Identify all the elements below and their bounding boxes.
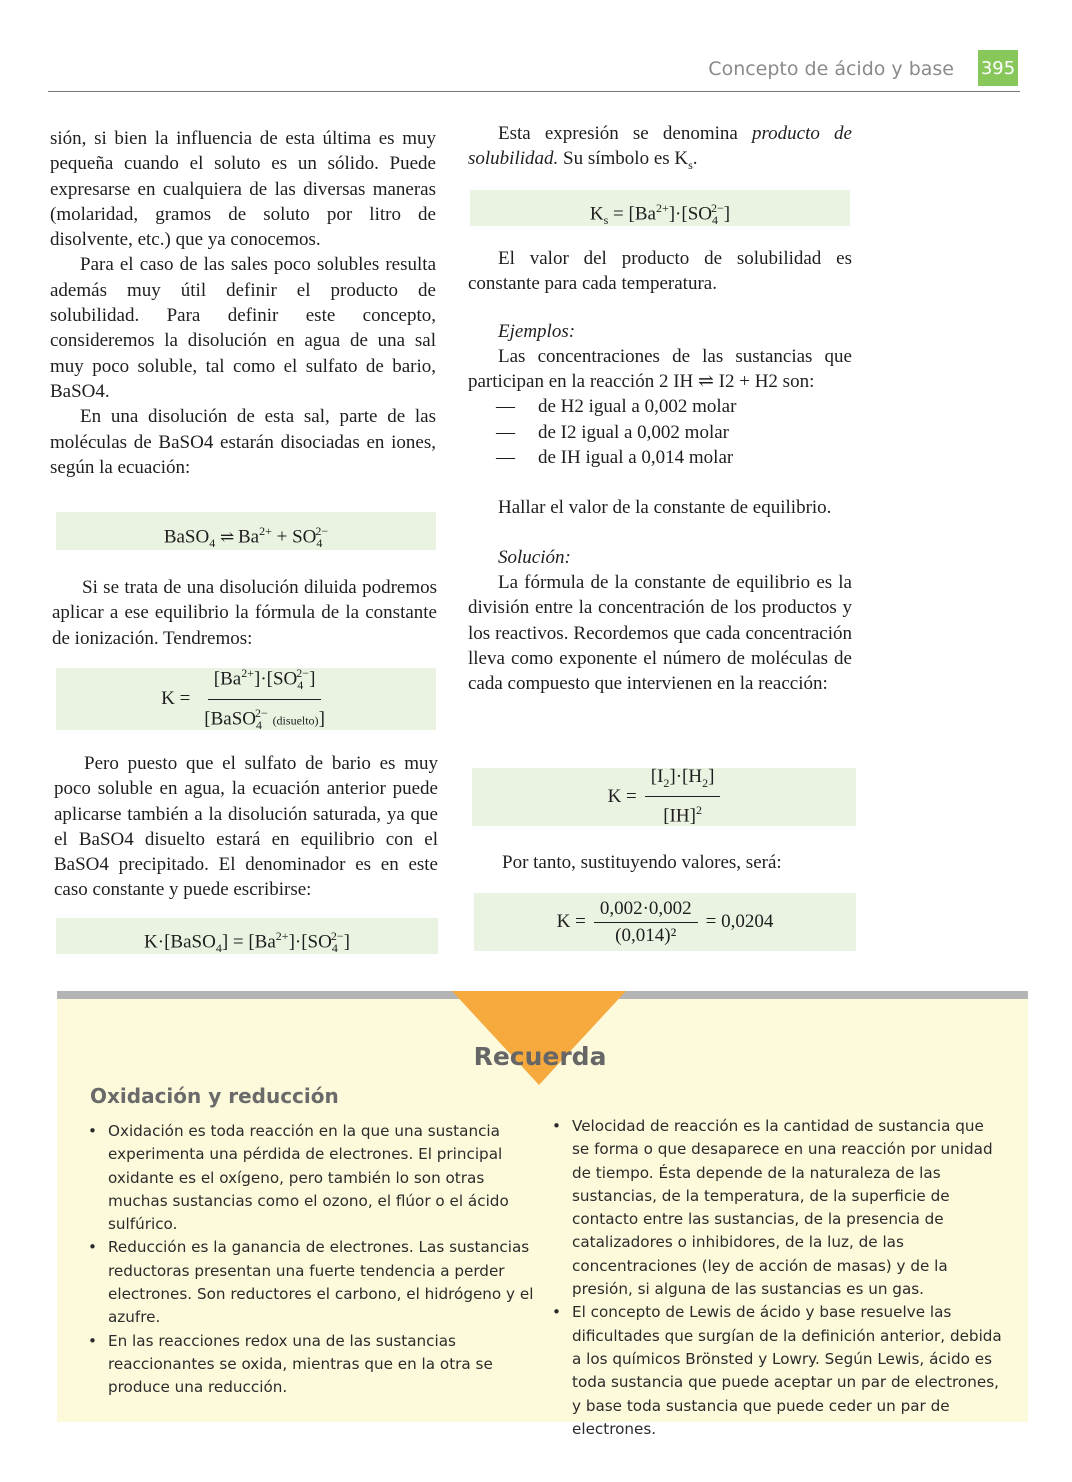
list-item: • El concepto de Lewis de ácido y base resuelve las dificultades que surgían de la definición anterior, debida a los químicos Brönsted y Lowry. Según Lewis, ácido es toda sustancia que puede aceptar un par de electrones, y base toda sustancia que puede ceder un par de electrones. — [552, 1303, 1002, 1438]
left-column — [50, 126, 436, 480]
left-column-bottom — [54, 751, 438, 903]
list-item: • Oxidación es toda reacción en la que una sustancia experimenta una pérdida de electrones. El principal oxidante es el oxígeno, pero también lo son otras muchas sustancias como el ozono, el flúor o el ácido sulfúrico. — [88, 1122, 509, 1234]
right-column-mid — [468, 246, 852, 696]
formula-ks-barium: K·[BaSO$_4$] = $[Ba^{2+}]\cdot[SO_4^{2-}]$ — [56, 918, 438, 954]
right-paragraph-5: La fórmula de la constante de equilibrio es la división entre la concentración de los productos y los reactivos. Recordemos que cada concentración lleva como exponente el número de moléculas de cada compuesto que intervienen en la reacción: — [468, 571, 852, 695]
result-denominator: (0,014)² — [615, 924, 677, 946]
header-rule — [48, 91, 1020, 92]
header-title: Concepto de ácido y base — [708, 58, 954, 80]
result-numerator: 0,002·0,002 — [594, 898, 698, 923]
left-paragraph-4: Si se trata de una disolución diluida podremos aplicar a ese equilibrio la fórmula de la constante de ionización. Tendremos: — [52, 577, 437, 649]
right-paragraph-6: Por tanto, sustituyendo valores, será: — [502, 852, 782, 873]
right-column-bottom — [472, 850, 856, 875]
right-paragraph-2: El valor del producto de solubilidad es constante para cada temperatura. — [468, 248, 852, 295]
list-item: — de IH igual a 0,014 molar — [496, 447, 734, 469]
list-item: • Velocidad de reacción es la cantidad de sustancia que se forma o que desaparece en una reacción por unidad de tiempo. Ésta depende de la naturaleza de las sustancias, de la temperatura, de la superficie de contacto entre las sustancias, de la presencia de catalizadores o inhibidores, de la luz, de las concentraciones (ley de acción de masas) y de la presión, si alguna de las sustancias es un gas. — [552, 1117, 993, 1299]
result-value: = 0,0204 — [705, 911, 774, 932]
examples-label: Ejemplos: — [498, 320, 576, 342]
left-paragraph-2: Para el caso de las sales poco solubles resulta además muy útil definir el producto de solubilidad. Para definir este concepto, consideremos la disolución en agua de una sal muy poco soluble, tal como el sulfato de bario, BaSO4. — [50, 254, 436, 402]
recuerda-left-column — [88, 1120, 534, 1400]
right-column — [468, 121, 852, 178]
list-item: — de I2 igual a 0,002 molar — [496, 421, 730, 443]
page-number: 395 — [978, 50, 1018, 86]
left-column-mid — [52, 575, 437, 651]
list-item: • Reducción es la ganancia de electrones. Las sustancias reductoras presentan una fuerte tendencia a perder electrones. Son reductores el carbono, el hidrógeno y el azufre. — [88, 1238, 534, 1327]
solution-label: Solución: — [498, 546, 571, 568]
left-paragraph-1: sión, si bien la influencia de esta última es muy pequeña cuando el soluto es un sólido. Puede expresarse en cualquiera de las diversas maneras (molaridad, gramos de soluto por litro de disolvente, etc.) que ya conocemos. — [50, 128, 436, 251]
left-paragraph-5: Pero puesto que el sulfato de bario es muy poco soluble en agua, la ecuación anterior puede aplicarse también a la disolución saturada, ya que el BaSO4 disuelto estará en equilibrio con el BaSO4 precipitado. El denominador es en este caso constante y puede escribirse: — [54, 753, 438, 901]
right-paragraph-4: Hallar el valor de la constante de equilibrio. — [498, 497, 832, 519]
right-paragraph-3: Las concentraciones de las sustancias que participan en la reacción 2 IH ⇌ I2 + H2 son: — [468, 345, 852, 393]
formula-equilibrium-constant: K = $\frac{[I_2]\cdot[H_2]}{[IH]^2}$ — [472, 768, 856, 826]
list-item: — de H2 igual a 0,002 molar — [496, 396, 737, 418]
recuerda-title: Recuerda — [473, 1042, 607, 1071]
left-paragraph-3: En una disolución de esta sal, parte de las moléculas de BaSO4 estarán disociadas en iones, según la ecuación: — [50, 406, 436, 478]
formula-dissociation: BaSO$_4$ ⇌ $Ba^{2+} + SO_4^{2-}$ — [56, 512, 436, 550]
recuerda-subtitle: Oxidación y reducción — [90, 1084, 339, 1108]
right-paragraph-1: Esta expresión se denomina producto de solubilidad. Su símbolo es $K_s$. — [468, 123, 852, 173]
list-item: • En las reacciones redox una de las sustancias reaccionantes se oxida, mientras que en la otra se produce una reducción. — [88, 1331, 493, 1397]
concentration-list — [468, 394, 852, 470]
formula-ks: $K_s = [Ba^{2+}]\cdot[SO_4^{2-}]$ — [470, 190, 850, 226]
formula-ionization-constant: K = $\frac{[Ba^{2+}]\cdot[SO_4^{2-}]}{[BaSO_4^{2-} (disuelto)]}$ — [56, 668, 436, 730]
recuerda-right-column — [552, 1115, 1002, 1441]
formula-result: K = $\frac{0,002\cdot 0,002}{\text{(0,014)²}}$ = 0,0204 — [474, 893, 856, 951]
